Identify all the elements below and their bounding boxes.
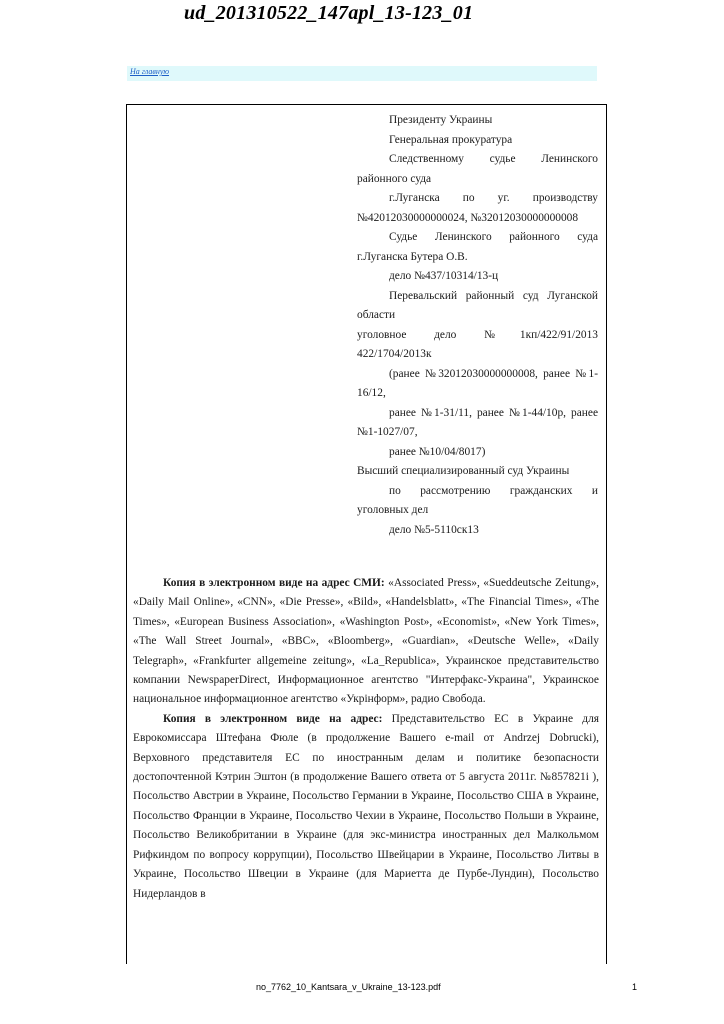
addressee-line: ранее №1-31/11, ранее №1-44/10р, ранее №1-1027/07, — [357, 406, 598, 438]
addressee-line: г.Луганска по уг. производству №42012030000000024, №32012030000000008 — [357, 192, 598, 224]
addressee-line: по рассмотрению гражданских и уголовных дел — [357, 484, 598, 516]
copy-text: «Associated Press», «Sueddeutsche Zeitung», «Daily Mail Online», «CNN», «Die Presse», «Bild», «Handelsblatt», «The Financial Times», «The Times», «European Business Association», «Washington Post», «Economist», «New York Times», «The Wall Street Journal», «BBC», «Bloomberg», «Guardian», «Deutsche Welle», «Daily Telegraph», «Frankfurter allgemeine zeitung», «La_Republica», Украинское представительство компании NewspaperDirect, Информационное агентство "Интерфакс-Украина", Украинское национальное информационное агентство «Укрінформ», радио Свобода. — [133, 577, 599, 706]
addressee-line: Перевальский районный суд Луганской области — [357, 289, 598, 321]
addressee-line: Генеральная прокуратура — [389, 133, 513, 146]
addressee-line: дело №437/10314/13-ц — [389, 270, 499, 282]
copy-heading: Копия в электронном виде на адрес: — [163, 712, 383, 725]
copies-block — [133, 574, 599, 904]
home-link[interactable]: На главную — [130, 67, 170, 76]
addressee-line: уголовное дело №1кп/422/91/2013 422/1704/2013к — [357, 328, 598, 360]
copy-heading: Копия в электронном виде на адрес СМИ: — [163, 577, 385, 589]
addressee-line: Судье Ленинского районного суда г.Луганска Бутера О.В. — [357, 231, 598, 263]
nav-bar — [127, 66, 597, 81]
copy-paragraph-embassies — [133, 710, 599, 904]
addressee-block — [357, 111, 598, 540]
addressee-line: Следственному судье Ленинского районного суда — [357, 153, 598, 185]
addressee-line: Президенту Украины — [389, 114, 493, 126]
addressee-line: Высший специализированный суд Украины — [357, 465, 570, 477]
footer-page-number: 1 — [632, 982, 638, 992]
addressee-line: дело №5-5110ск13 — [389, 523, 479, 536]
copy-text: Представительство ЕС в Украине для Еврокомиссара Штефана Фюле (в продолжение Вашего e-mail от Andrzej Dobrucki), Верховного представителя ЕС по иностранным делам и политике безопасности достопочтенной Кэтрин Эштон (в продолжение Вашего ответа от 5 августа 2011г. №857821і ), Посольство Австрии в Украине, Посольство Германии в Украине, Посольство США в Украине, Посольство Франции в Украине, Посольство Чехии в Украине, Посольство Польши в Украине, Посольство Великобритании в Украине (для экс-министра иностранных дел Малкольмом Рифкиндом по вопросу коррупции), Посольство Швейцарии в Украине, Посольство Литвы в Украине, Посольство Швеции в Украине (для Мариетта де Пурбе-Лундин), Посольство Нидерландов в — [133, 712, 599, 900]
addressee-line: ранее №10/04/8017) — [389, 445, 486, 458]
addressee-line: (ранее №32012030000000008, ранее №1-16/12, — [357, 367, 598, 399]
copy-paragraph-media — [133, 574, 599, 710]
document-title: ud_201310522_147apl_13-123_01 — [184, 2, 474, 24]
document-page — [126, 104, 607, 964]
footer-filename: no_7762_10_Kantsara_v_Ukraine_13-123.pdf — [256, 982, 441, 992]
